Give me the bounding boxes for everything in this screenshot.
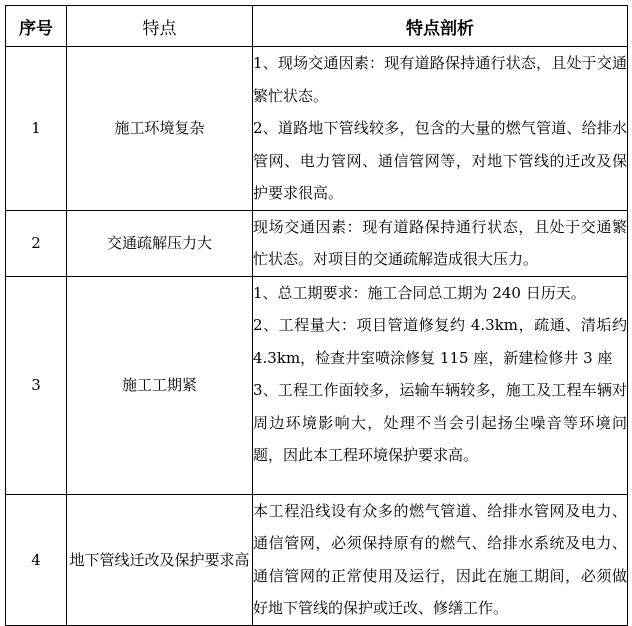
- row-feature: 施工工期紧: [67, 276, 253, 494]
- feature-table: [5, 5, 628, 626]
- header-serial-number: 序号: [6, 6, 67, 47]
- row-analysis: [253, 276, 628, 494]
- row-serial-number: 2: [6, 210, 67, 276]
- analysis-paragraph: 3、工程工作面较多，运输车辆较多，施工及工程车辆对周边环境影响大，处理不当会引起扬尘噪音等环境问题，因此本工程环境保护要求高。: [253, 381, 627, 464]
- analysis-paragraph: 现场交通因素：现有道路保持通行状态，且处于交通繁忙状态。对项目的交通疏解造成很大压力。: [253, 217, 627, 268]
- row-feature: 地下管线迁改及保护要求高: [67, 494, 253, 625]
- header-feature-analysis: 特点剖析: [253, 6, 628, 47]
- analysis-paragraph: 1、总工期要求：施工合同总工期为 240 日历天。: [253, 283, 586, 302]
- analysis-paragraph: 2、道路地下管线较多，包含的大量的燃气管道、给排水管网、电力管网、通信管网等，对地下管线的迁改及保护要求很高。: [253, 119, 627, 202]
- table-row: [6, 494, 628, 625]
- analysis-paragraph: 2、工程量大：项目管道修复约 4.3km，疏通、清垢约 4.3km，检查井室喷涂修复 115 座，新建检修井 3 座: [253, 316, 627, 367]
- row-serial-number: 3: [6, 276, 67, 494]
- row-serial-number: 4: [6, 494, 67, 625]
- row-feature: 交通疏解压力大: [67, 210, 253, 276]
- table-row: [6, 47, 628, 211]
- row-analysis: [253, 210, 628, 276]
- header-feature: 特点: [67, 6, 253, 47]
- row-serial-number: 1: [6, 47, 67, 211]
- table-row: [6, 276, 628, 494]
- row-analysis: [253, 494, 628, 625]
- analysis-paragraph: 本工程沿线设有众多的燃气管道、给排水管网及电力、通信管网，必须保持原有的燃气、给排水系统及电力、通信管网的正常使用及运行，因此在施工期间，必须做好地下管线的保护或迁改、修缮工作。: [253, 501, 627, 617]
- row-feature: 施工环境复杂: [67, 47, 253, 211]
- analysis-paragraph: 1、现场交通因素：现有道路保持通行状态，且处于交通繁忙状态。: [253, 54, 627, 105]
- row-analysis: [253, 47, 628, 211]
- table-row: [6, 210, 628, 276]
- table-header-row: [6, 6, 628, 47]
